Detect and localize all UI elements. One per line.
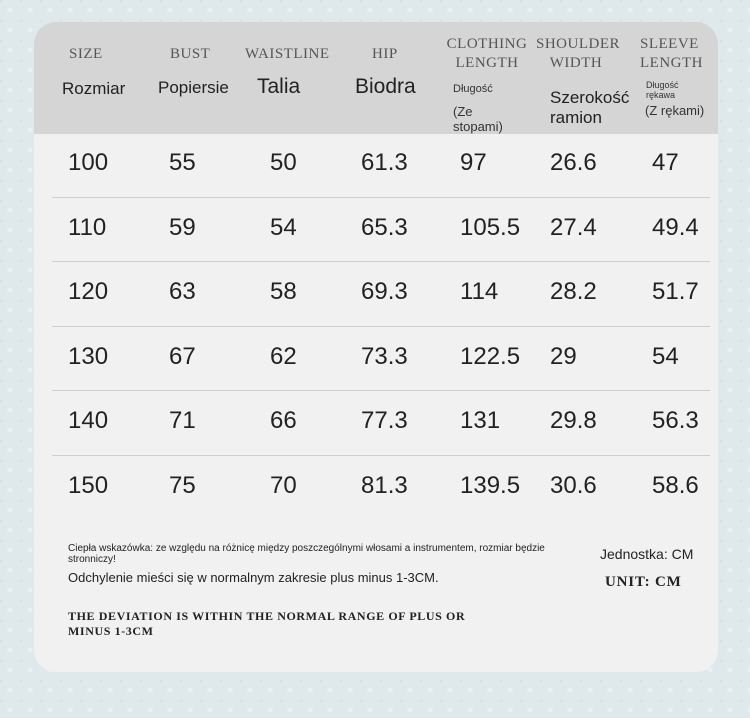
cell-waist: 70 xyxy=(270,472,297,499)
cell-size: 140 xyxy=(68,407,109,435)
row-divider xyxy=(52,261,710,262)
header-clothing-length-pl: Długość xyxy=(453,83,493,95)
cell-shoulder-width: 29 xyxy=(550,342,577,370)
cell-sleeve-length: 49.4 xyxy=(652,213,699,241)
header-waist-en: WAISTLINE xyxy=(245,46,330,62)
cell-bust: 75 xyxy=(169,472,196,499)
cell-hip: 65.3 xyxy=(361,213,408,241)
cell-size: 150 xyxy=(68,472,109,499)
cell-clothing-length: 114 xyxy=(460,278,499,306)
row-divider xyxy=(52,197,710,198)
cell-shoulder-width: 29.8 xyxy=(550,407,597,435)
unit-label-pl: Jednostka: CM xyxy=(600,546,694,562)
table-header xyxy=(34,22,718,134)
row-divider xyxy=(52,455,710,456)
deviation-note-pl: Odchylenie mieści się w normalnym zakresie plus minus 1-3CM. xyxy=(68,570,439,585)
cell-waist: 58 xyxy=(270,278,297,306)
header-hip-pl: Biodra xyxy=(355,75,416,98)
cell-hip: 69.3 xyxy=(361,278,408,306)
cell-clothing-length: 131 xyxy=(460,407,501,435)
header-sleeve-length-note: (Z rękami) xyxy=(645,103,705,118)
cell-hip: 81.3 xyxy=(361,472,408,499)
cell-shoulder-width: 26.6 xyxy=(550,149,597,176)
header-shoulder-width-pl: Szerokość ramion xyxy=(550,88,630,127)
cell-sleeve-length: 54 xyxy=(652,342,679,370)
cell-hip: 73.3 xyxy=(361,342,408,370)
header-bust-pl: Popiersie xyxy=(158,78,229,97)
cell-bust: 55 xyxy=(169,149,196,176)
row-divider xyxy=(52,326,710,327)
header-size-en: SIZE xyxy=(69,46,103,62)
header-waist-pl: Talia xyxy=(257,75,301,98)
tip-note: Ciepła wskazówka: ze względu na różnicę między poszczególnymi włosami a instrumentem, rozmiar będzie stronniczy! xyxy=(68,543,545,565)
cell-clothing-length: 122.5 xyxy=(460,342,521,370)
cell-sleeve-length: 51.7 xyxy=(652,278,699,306)
header-hip-en: HIP xyxy=(372,46,398,62)
cell-bust: 67 xyxy=(169,342,196,370)
cell-hip: 61.3 xyxy=(361,149,408,176)
cell-bust: 63 xyxy=(169,278,196,306)
header-size-pl: Rozmiar xyxy=(62,79,126,98)
cell-bust: 71 xyxy=(169,407,196,435)
cell-clothing-length: 139.5 xyxy=(460,472,521,499)
header-clothing-length-note: (Ze stopami) xyxy=(453,104,503,134)
header-sleeve-length-en: SLEEVE LENGTH xyxy=(640,36,703,71)
cell-size: 100 xyxy=(68,149,109,176)
header-shoulder-width-en: SHOULDER WIDTH xyxy=(536,36,621,71)
cell-hip: 77.3 xyxy=(361,407,408,435)
cell-sleeve-length: 47 xyxy=(652,149,679,176)
cell-sleeve-length: 58.6 xyxy=(652,472,699,499)
cell-size: 130 xyxy=(68,342,109,370)
header-clothing-length-en: CLOTHING LENGTH xyxy=(446,36,528,71)
cell-waist: 54 xyxy=(270,213,297,241)
cell-clothing-length: 105.5 xyxy=(460,213,521,241)
cell-shoulder-width: 30.6 xyxy=(550,472,597,499)
deviation-note-en: THE DEVIATION IS WITHIN THE NORMAL RANGE OF PLUS OR MINUS 1-3CM xyxy=(68,609,466,638)
header-bust-en: BUST xyxy=(170,46,211,62)
row-divider xyxy=(52,390,710,391)
header-sleeve-length-pl: Długość rękawa xyxy=(646,80,679,100)
cell-shoulder-width: 28.2 xyxy=(550,278,597,306)
cell-size: 110 xyxy=(68,213,107,241)
cell-size: 120 xyxy=(68,278,109,306)
cell-shoulder-width: 27.4 xyxy=(550,213,597,241)
cell-waist: 62 xyxy=(270,342,297,370)
cell-bust: 59 xyxy=(169,213,196,241)
cell-waist: 50 xyxy=(270,149,297,176)
cell-clothing-length: 97 xyxy=(460,149,487,176)
cell-waist: 66 xyxy=(270,407,297,435)
cell-sleeve-length: 56.3 xyxy=(652,407,699,435)
unit-label-en: UNIT: CM xyxy=(605,574,682,590)
size-chart-card xyxy=(34,22,718,672)
